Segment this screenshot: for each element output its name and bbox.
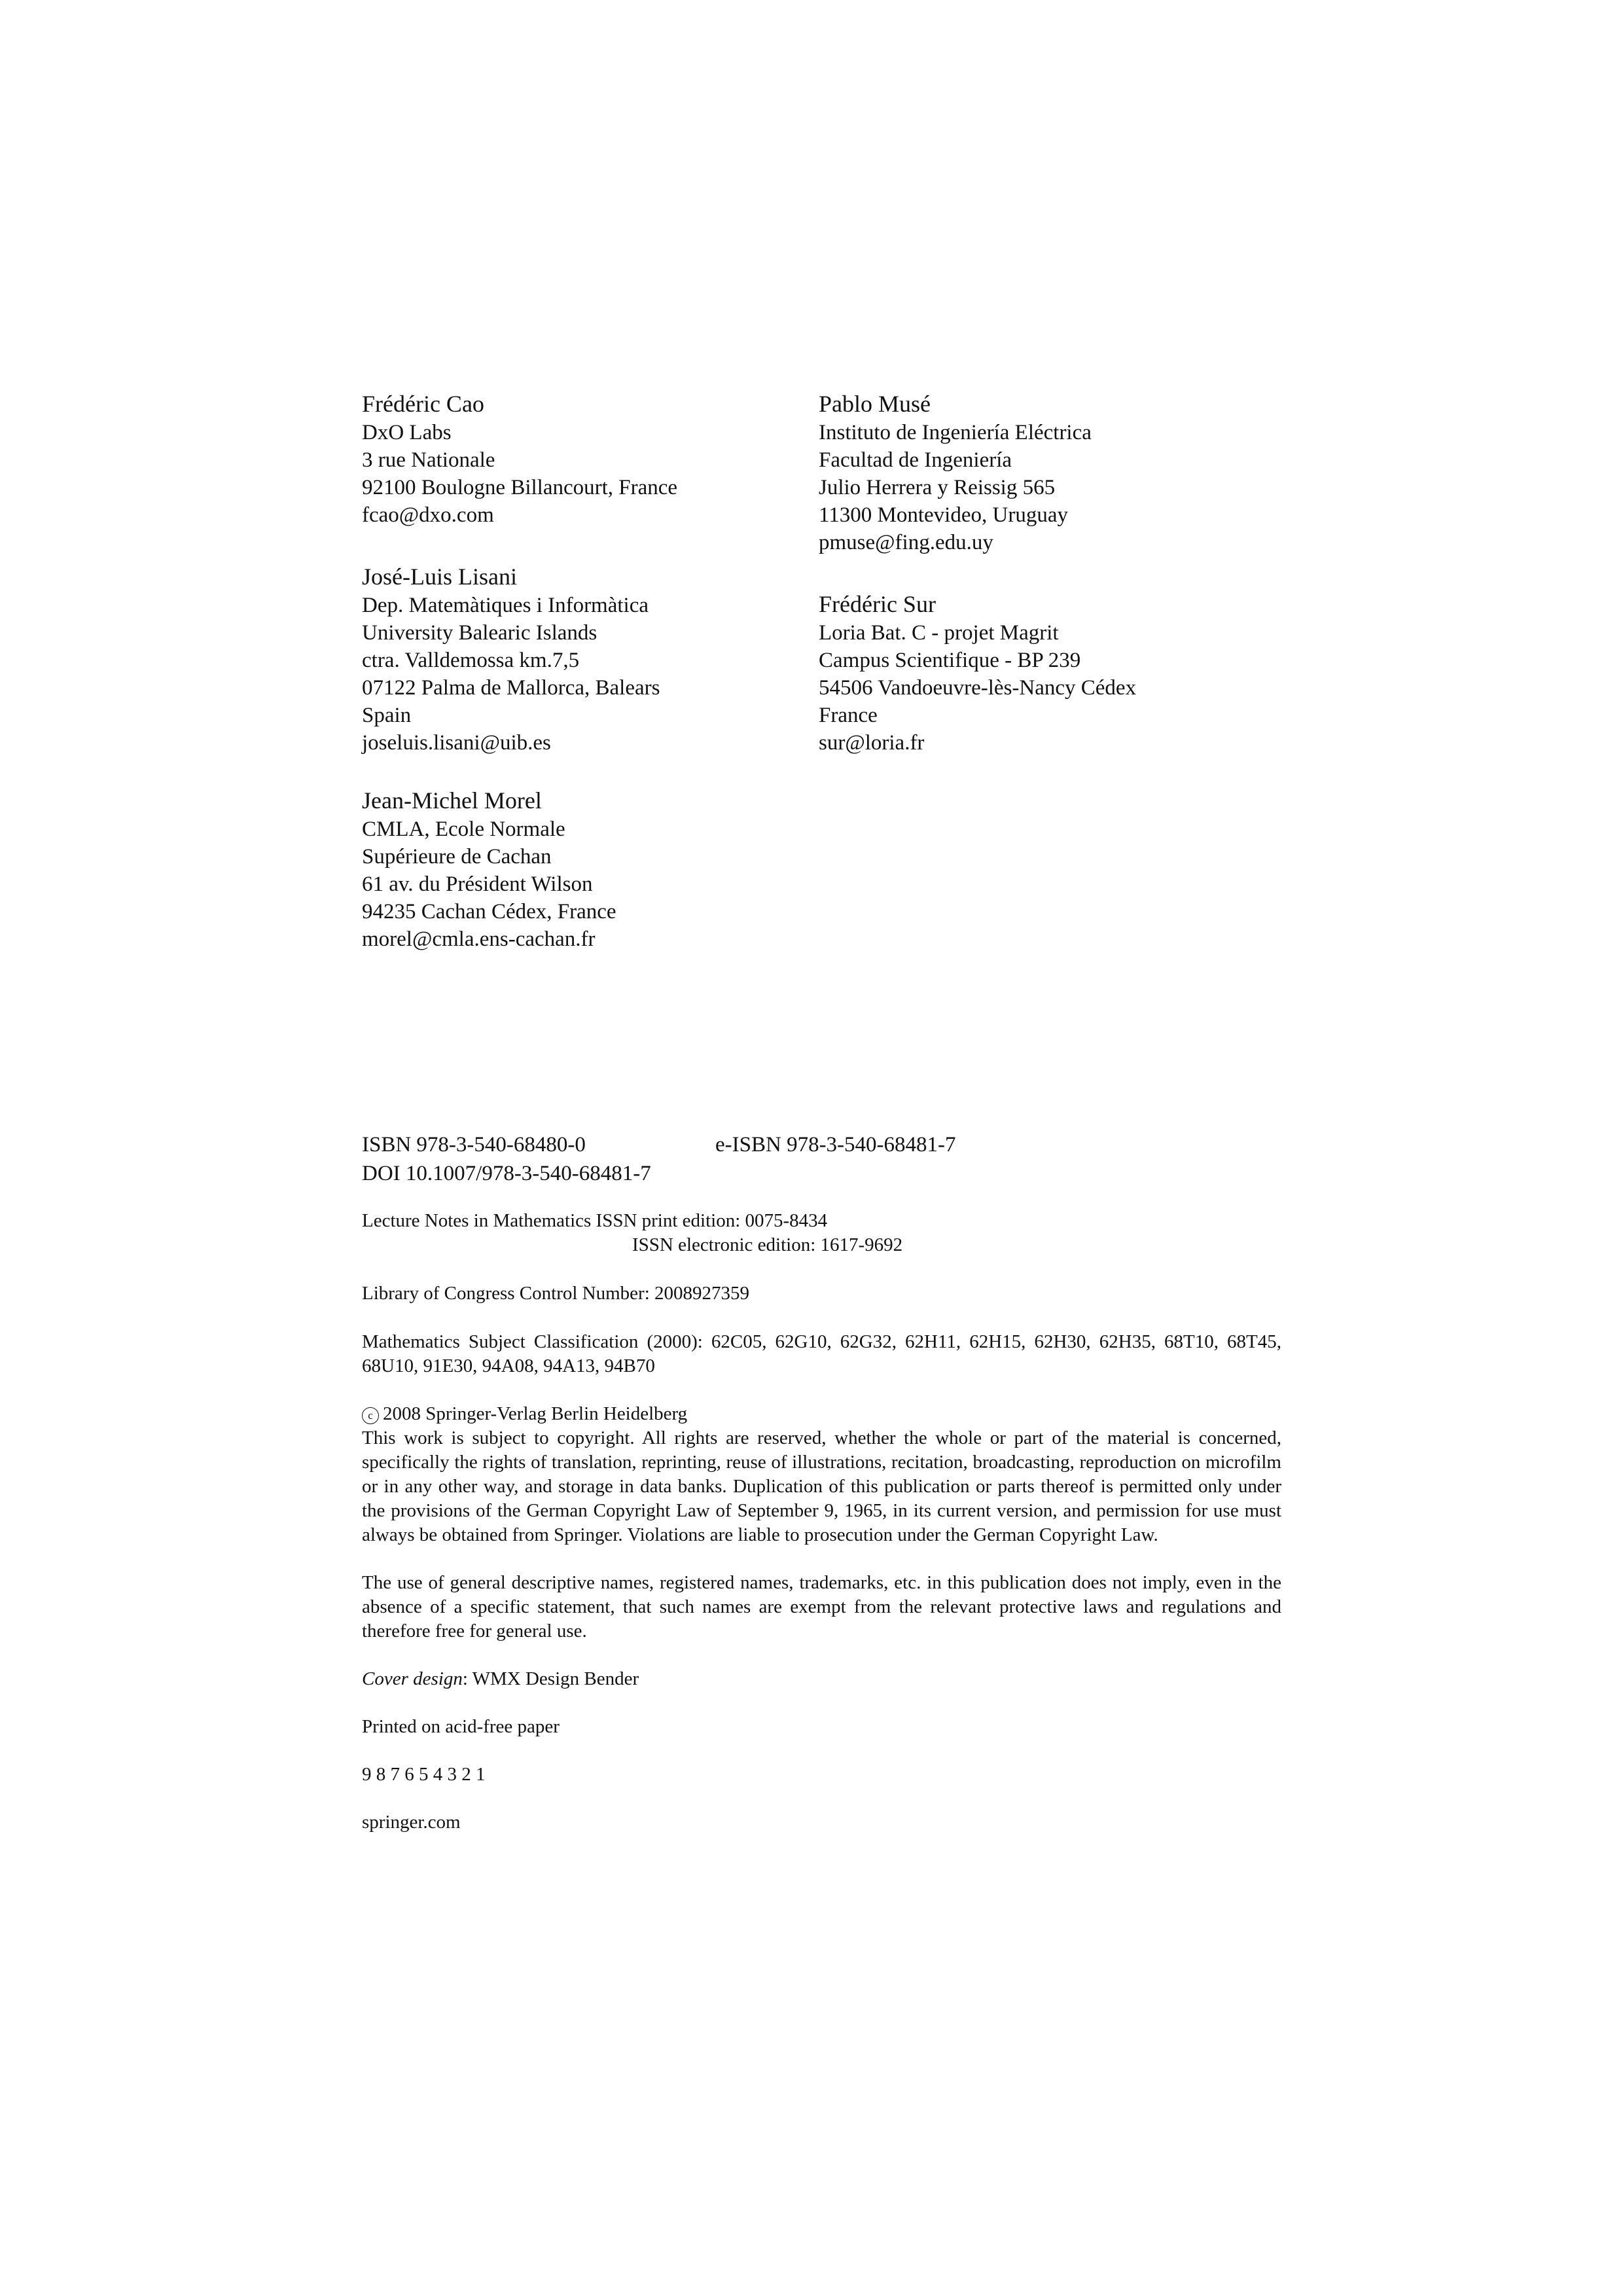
author-affiliation: Instituto de Ingeniería Eléctrica xyxy=(819,421,1092,444)
cover-design-value: : WMX Design Bender xyxy=(462,1668,639,1689)
author-email: morel@cmla.ens-cachan.fr xyxy=(362,927,596,951)
cover-design-label: Cover design xyxy=(362,1668,463,1689)
author-address: 54506 Vandoeuvre-lès-Nancy Cédex xyxy=(819,676,1137,700)
msc: Mathematics Subject Classification (2000): 62C05, 62G10, 62G32, 62H11, 62H15, 62H30, 62H35, 68T10, 68T45, 68U10, 91E30, 94A08, 94A13, 94B70 xyxy=(362,1331,1281,1376)
author-address: 94235 Cachan Cédex, France xyxy=(362,900,616,924)
eisbn: e-ISBN 978-3-540-68481-7 xyxy=(715,1133,956,1157)
author-name: Frédéric Sur xyxy=(819,591,936,617)
printing-line: 9 8 7 6 5 4 3 2 1 xyxy=(362,1764,486,1785)
author-address: Campus Scientifique - BP 239 xyxy=(819,649,1081,672)
author-block-muse xyxy=(819,389,1251,556)
author-address: 61 av. du Président Wilson xyxy=(362,872,593,896)
copyright-section xyxy=(362,1402,1281,1547)
author-block-cao xyxy=(362,389,794,529)
copyright-icon: c xyxy=(362,1407,379,1424)
isbn: ISBN 978-3-540-68480-0 xyxy=(362,1133,586,1157)
author-email: sur@loria.fr xyxy=(819,731,925,755)
issn-block xyxy=(362,1209,1281,1257)
author-affiliation: Facultad de Ingeniería xyxy=(819,448,1012,472)
copyright-text: This work is subject to copyright. All rights are reserved, whether the whole or part of the material is concerned, specifically the rights of translation, reprinting, reuse of illustrations, recitation, broadcasting, reproduction on microfilm or in any other way, and storage in data banks. Duplication of this publication or parts thereof is permitted only under the provisions of the German Copyright Law of September 9, 1965, in its current version, and permission for use must always be obtained from Springer. Violations are liable to prosecution under the German Copyright Law. xyxy=(362,1427,1281,1545)
author-address: France xyxy=(819,704,878,727)
author-name: Frédéric Cao xyxy=(362,391,484,417)
author-name: Pablo Musé xyxy=(819,391,931,417)
issn-print: Lecture Notes in Mathematics ISSN print edition: 0075-8434 xyxy=(362,1210,828,1231)
publisher-website: springer.com xyxy=(362,1812,461,1833)
author-block-morel xyxy=(362,785,794,953)
author-email: pmuse@fing.edu.uy xyxy=(819,531,993,554)
author-block-sur xyxy=(819,589,1251,757)
author-email: fcao@dxo.com xyxy=(362,503,494,527)
author-address: 07122 Palma de Mallorca, Balears xyxy=(362,676,660,700)
doi: DOI 10.1007/978-3-540-68481-7 xyxy=(362,1162,651,1185)
author-affiliation: DxO Labs xyxy=(362,421,452,444)
author-name: Jean-Michel Morel xyxy=(362,787,542,814)
copyright-holder: 2008 Springer-Verlag Berlin Heidelberg xyxy=(383,1403,688,1424)
author-affiliation: Supérieure de Cachan xyxy=(362,845,552,869)
author-affiliation: CMLA, Ecole Normale xyxy=(362,817,565,841)
cover-design xyxy=(362,1667,1281,1691)
author-address: 11300 Montevideo, Uruguay xyxy=(819,503,1068,527)
author-address: ctra. Valldemossa km.7,5 xyxy=(362,649,580,672)
author-affiliation: Dep. Matemàtiques i Informàtica xyxy=(362,594,649,617)
author-address: Julio Herrera y Reissig 565 xyxy=(819,476,1056,499)
issn-electronic: ISSN electronic edition: 1617-9692 xyxy=(632,1234,903,1255)
author-affiliation: Loria Bat. C - projet Magrit xyxy=(819,621,1059,645)
copyright-line xyxy=(362,1402,1281,1426)
paper-note: Printed on acid-free paper xyxy=(362,1716,560,1737)
isbn-row xyxy=(362,1130,1281,1159)
trademark-notice: The use of general descriptive names, registered names, trademarks, etc. in this publication does not imply, even in the absence of a specific statement, that such names are exempt from the relevant protective laws and regulations and therefore free for general use. xyxy=(362,1572,1281,1641)
author-address: 3 rue Nationale xyxy=(362,448,495,472)
author-block-lisani xyxy=(362,562,794,757)
author-email: joseluis.lisani@uib.es xyxy=(362,731,551,755)
author-address: Spain xyxy=(362,704,412,727)
copyright-page-block xyxy=(362,1130,1281,1835)
author-affiliation: University Balearic Islands xyxy=(362,621,597,645)
author-address: 92100 Boulogne Billancourt, France xyxy=(362,476,678,499)
lccn: Library of Congress Control Number: 2008927359 xyxy=(362,1283,750,1304)
author-name: José-Luis Lisani xyxy=(362,564,517,590)
